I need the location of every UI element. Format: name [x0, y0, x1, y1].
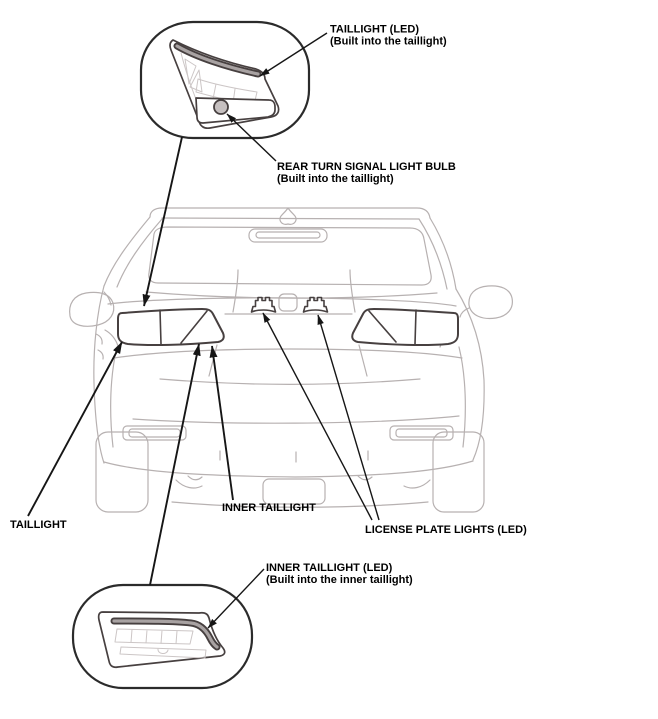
high-mount-brake-light-inner [256, 232, 320, 238]
c-pillar-right-inner [419, 219, 447, 289]
license-plate-light-left [252, 298, 276, 313]
trunk-garnish-arc [108, 298, 456, 306]
rear-tire-left [96, 432, 148, 512]
c-pillar-right [430, 218, 456, 289]
bumper-lower-crease [133, 416, 459, 423]
label-taillight: TAILLIGHT [10, 519, 67, 531]
underbody-detail-left [176, 480, 202, 488]
door-handle-bump-left2 [98, 350, 103, 359]
roof-edge-line [162, 218, 419, 219]
label-taillight-led-line2: (Built into the taillight) [330, 35, 447, 48]
bumper-top-crease [114, 349, 462, 358]
rear-window [149, 227, 431, 285]
door-handle-bump-left1 [96, 334, 102, 344]
label-taillight-led-line1: TAILLIGHT (LED) [330, 23, 419, 36]
roof-ornament [280, 208, 296, 224]
trunk-cutline-right [350, 270, 355, 312]
reflector-left-inner [129, 429, 180, 437]
bumper-bump-left [188, 476, 202, 480]
fender-crease-left [105, 330, 118, 346]
rear-camera [279, 294, 297, 311]
taillight-callout-bubble [141, 22, 309, 138]
taillight-right-outline [352, 309, 458, 345]
diffuser-center [263, 479, 325, 504]
label-rear-turn-signal-line2: (Built into the taillight) [277, 173, 394, 185]
leader-license-left [263, 313, 372, 520]
license-plate-light-right [304, 298, 328, 313]
bumper-bottom-edge [104, 461, 473, 477]
leader-bubble-top-to-taillight [144, 137, 182, 306]
c-pillar-left [104, 217, 150, 286]
leader-license-right [318, 315, 379, 520]
label-inner-taillight-led-line1: INNER TAILLIGHT (LED) [266, 562, 393, 574]
side-mirror-left [70, 292, 114, 326]
window-seal-arc [146, 292, 437, 298]
reflector-right [390, 426, 453, 440]
trunk-cutline-left [233, 270, 238, 312]
label-rear-turn-signal-line1: REAR TURN SIGNAL LIGHT BULB [277, 161, 456, 173]
car-rear-view [70, 208, 513, 512]
taillight-right-divider [415, 310, 416, 344]
label-inner-taillight: INNER TAILLIGHT [222, 502, 316, 514]
turn-signal-bulb [214, 100, 228, 114]
taillight-left-outline [118, 309, 224, 345]
bumper-bump-right [358, 476, 372, 480]
label-license-plate-lights: LICENSE PLATE LIGHTS (LED) [365, 524, 527, 536]
highlighted-lights [118, 298, 458, 346]
label-inner-taillight-led-line2: (Built into the inner taillight) [266, 574, 413, 586]
reflector-left [123, 426, 186, 440]
taillight-left-divider [160, 310, 161, 344]
plate-recess-arc [160, 379, 420, 384]
high-mount-brake-light [249, 229, 327, 242]
inner-taillight-callout-bubble [73, 585, 252, 688]
rear-tire-right [433, 432, 484, 512]
underbody-detail-right [404, 480, 430, 488]
side-mirror-right [469, 286, 512, 319]
leader-taillight-label [28, 342, 122, 516]
roof-outline [150, 208, 430, 218]
